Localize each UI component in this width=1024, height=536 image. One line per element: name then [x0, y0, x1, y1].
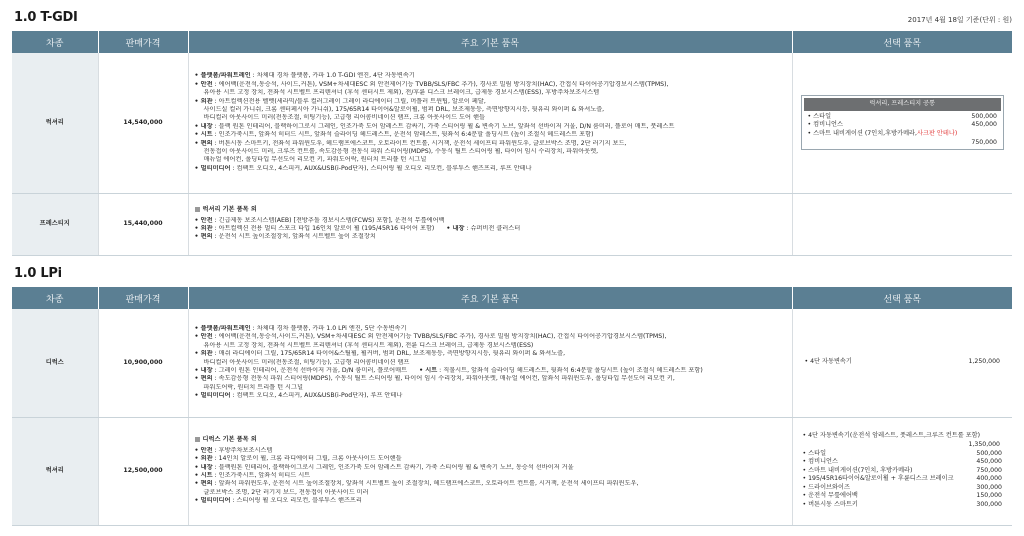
common-option-box: [801, 95, 1005, 150]
option-cell: [792, 309, 1012, 417]
item-line: • 안전 : 에어백(운전석,동승석, 사이드,커튼), VSM+차세대ESC 외 안전제어기능 TVBB/SLS/FBC 추가), 경사로 밀림 방지장치(HAC), 간접식 타이어공기압경보시스템(TPMS),: [194, 80, 669, 88]
option-row: • 컴비니언스 450,000: [802, 458, 1002, 466]
option-row: • 195/45R16타이어&알로이휠 + 후륜디스크 브레이크 400,000: [802, 475, 1002, 483]
model-name: 디럭스: [12, 309, 98, 417]
item-line: • 내장 : 블랙원톤 인테리어, 블랙하이그로시 그레인, 인조가죽 도어 암레스트 감싸기, 가죽 스티어링 휠 & 변속기 노브, 동승석 선바이저 거울: [194, 463, 574, 471]
col-header-price: 판매가격: [98, 31, 188, 53]
option-row: • 4단 자동변속기 1,250,000: [804, 358, 1000, 366]
model-name: 프레스티지: [12, 193, 98, 255]
option-row: • 운전석 무릎에어백 150,000: [802, 492, 1002, 500]
option-row: • 드라이브와이즈 300,000: [802, 483, 1002, 491]
item-line: 바디컬러 아웃사이드 미러(전동조절, 히팅기능), 고급형 리어콤비네이션 램프, 크롬 아웃사이드 도어 핸들: [203, 114, 485, 122]
price-value: 10,900,000: [98, 309, 188, 417]
item-line: • 편의 : 앞좌석 파워윈도우, 운전석 시트 높이조절장치, 앞좌석 시트벨트 높이 조절장치, 헤드램프에스코트, 오토라이트 컨트롤, 시거잭, 운전석 세이프티 파워윈도우,: [194, 480, 639, 488]
col-header-items: 주요 기본 품목: [188, 31, 792, 53]
item-line: • 내장 : 블랙 원톤 인테리어, 블랙하이그로시 그레인, 인조가죽 도어 암레스트 감싸기, 가죽 스티어링 휠 & 변속기 노브, 앞좌석 선바이저 거울, D/N 룸미러, 플로어 매트, 풋레스트: [194, 122, 675, 130]
item-line: • 외관 : 아트컬렉션전용 벨벳(세라믹/블루 컬러그레이 그레이 라디에이터 그릴, 머플러 트윈팁, 알로이 페달,: [194, 97, 486, 105]
option-row: • 스타일 500,000: [807, 112, 997, 120]
item-line: • 안전 : 긴급제동 보조시스템(AEB) [전방추돌 경보시스템(FCWS) 포함], 운전석 무릎에어백: [194, 216, 445, 224]
item-line: • 시트 : 인조가죽시트, 앞좌석 히티드 시트: [194, 472, 311, 479]
table-header: [12, 31, 1012, 53]
item-head: 럭셔리 기본 품목 외: [195, 206, 786, 214]
item-line: 글로브박스 조명, 2단 러기지 보드, 전동접이 아웃사이드 미러: [203, 488, 369, 496]
price-table-tgdi: [12, 31, 1012, 256]
option-row: • 스타일 500,000: [802, 449, 1002, 457]
item-line: • 멀티미디어 : 컴팩트 오디오, 4스피커, AUX&USB(i-Pod단자), 루프 안테나: [194, 392, 403, 400]
model-name: 럭셔리: [12, 53, 98, 193]
item-line: • 편의 : 운전석 시트 높이조절장치, 앞좌석 시트벨트 높이 조절장치: [194, 233, 376, 241]
table-row: [12, 417, 1012, 525]
item-line: • 플랫폼/파워트레인 : 차체대 경차 플랫폼, 카파 1.0 LPi 엔진, 5단 수동변속기: [194, 324, 407, 332]
item-line: • 편의 : 버튼시동 스마트키, 전좌석 파워윈도우, 헤드램프에스코트, 오토라이트 컨트롤, 시거잭, 운전석 세이프티 파워윈도우, 글로브박스 조명, 2단 러기지 보드,: [194, 139, 627, 147]
item-line: • 편의 : 속도감응형 전동식 파워 스티어링(MDPS), 수동식 틸트 스티어링 휠, 타이어 임시 수리장치, 파워아웃렛, 매뉴얼 에어컨, 앞좌석 파워윈도우, 폴딩타입 무선도어 리모컨 키,: [194, 375, 675, 383]
option-row: • 스마트 내비게이션 (7인치,후방카메라,사크판 안테나): [807, 129, 958, 137]
item-line: 사이드실 컬러 가니쉬, 크롬 센터페시아 가니쉬), 175/65R14 타이어&알로이휠, 범퍼 DRL, 보조제동등, 측면방향지시등, 뒷유리 와이퍼 & 와셔노즐,: [203, 105, 605, 113]
table-row: [12, 53, 1012, 193]
option-cell: [792, 193, 1012, 255]
col-header-options: 선택 품목: [792, 31, 1012, 53]
option-cell: [792, 53, 1012, 193]
item-line: 파워도어락, 원터치 트리플 턴 시그널: [203, 383, 303, 391]
item-list: [188, 53, 792, 193]
item-line: 유아용 시트 고정 장치, 전좌석 시트벨트 프리텐셔너 (후석 센터시트 제외), 전/후륜 디스크 브레이크, 급제동 경보시스템(ESS), 후방주차보조시스템: [203, 89, 600, 97]
col-header-model: 차종: [12, 287, 98, 309]
item-head: 디럭스 기본 품목 외: [195, 436, 786, 444]
item-line: • 안전 : 에어백(운전석,동승석,사이드,커튼), VSM+차세대ESC 외 안전제어기능 TVBB/SLS/FBC 추가), 경사로 밀림 방지장치(HAC), 간접식 타이어공기압경보시스템(TPMS),: [194, 333, 667, 341]
price-value: 15,440,000: [98, 193, 188, 255]
option-price: 750,000: [971, 138, 997, 146]
item-line: • 멀티미디어 : 스티어링 휠 오디오 리모컨, 블루투스 핸즈프리: [194, 497, 362, 505]
item-line: 매뉴얼 에어컨, 폴딩타입 무선도어 리모컨 키, 파워도어락, 원터치 트리플 턴 시그널: [203, 156, 427, 164]
item-line: 바디컬러 아웃사이드 미러(전동조절, 히팅기능), 고급형 리어콤비네이션 램프: [203, 358, 410, 366]
col-header-price: 판매가격: [98, 287, 188, 309]
col-header-model: 차종: [12, 31, 98, 53]
option-row: • 스마트 내비게이션(7인치, 후방카메라) 750,000: [802, 466, 1002, 474]
col-header-items: 주요 기본 품목: [188, 287, 792, 309]
item-line: 전동접이 아웃사이드 미러, 크루즈 컨트롤, 속도감응형 전동식 파워 스티어링(MDPS), 수동식 틸트 스티어링 휠, 타이어 임시 수리장치, 파워아웃렛,: [203, 147, 599, 155]
table-row: [12, 193, 1012, 255]
item-line: • 안전 : 후방주차보조시스템: [194, 446, 273, 454]
item-line: • 시트 : 인조가죽시트, 앞좌석 히터드 시트, 앞좌석 슬라이딩 헤드레스트, 운전석 암레스트, 뒷좌석 6:4분할 폴딩시트 (높이 조절식 헤드레스트 포함): [194, 131, 594, 139]
price-value: 12,500,000: [98, 417, 188, 525]
item-line: • 외관 : 14인치 알로이 휠, 크롬 라디에이터 그릴, 크롬 아웃사이드 도어핸들: [194, 455, 402, 463]
option-price: 1,350,000: [968, 440, 1000, 448]
option-row: • 버튼시동 스마트키 300,000: [802, 501, 1002, 509]
col-header-options: 선택 품목: [792, 287, 1012, 309]
item-list: [188, 309, 792, 417]
item-list: [188, 417, 792, 525]
model-name: 럭셔리: [12, 417, 98, 525]
item-line: • 내장 : 그레이 원톤 인테리어, 운전석 선바이저 거울, D/N 룸미러, 플로어매트 • 시트 : 직물시트, 앞좌석 슬라이딩 헤드레스트, 뒷좌석 6:4분할 폴딩시트 (높이 조절식 헤드레스트 포함): [194, 366, 703, 374]
item-line: • 외관 : 매쉬 라디에이터 그릴, 175/65R14 타이어&스틸휠, 휠커버, 범퍼 DRL, 보조제동등, 측면방향지시등, 뒷유리 와이퍼 & 와셔노즐,: [194, 350, 566, 358]
option-box-header: 럭셔리, 프레스티지 공통: [804, 98, 1002, 110]
price-table-lpi: [12, 287, 1012, 526]
date-note: 2017년 4월 18일 기준(단위 : 원): [907, 16, 1012, 24]
section-title-tgdi: 1.0 T-GDI: [14, 10, 78, 25]
section-title-lpi: 1.0 LPi: [14, 266, 62, 281]
item-line: 유아용 시트 고정 장치, 전좌석 시트벨트 프리텐셔너 (후석 센터시트 제외), 전륜 디스크 브레이크, 급제동 경보시스템(ESS): [203, 341, 534, 349]
option-row: • 컴비니언스 450,000: [807, 121, 997, 129]
price-value: 14,540,000: [98, 53, 188, 193]
item-line: • 멀티미디어 : 컴팩트 오디오, 4스피커, AUX&USB(i-Pod단자), 스티어링 휠 오디오 리모컨, 블루투스 핸즈프리, 루프 안테나: [194, 164, 532, 172]
option-cell: [792, 417, 1012, 525]
item-line: • 플랫폼/파워트레인 : 차체대 경차 플랫폼, 카파 1.0 T-GDI 엔진, 4단 자동변속기: [194, 72, 415, 80]
item-list: [188, 193, 792, 255]
option-row: • 4단 자동변속기(운전석 암레스트, 풋레스트,크루즈 컨트롤 포함): [802, 432, 981, 440]
table-row: [12, 309, 1012, 417]
item-line: • 외관 : 아트컬렉션 전용 멀티 스포크 타입 16인치 알로이 휠 (195/45R16 타이어 포함) • 내장 : 슈퍼비전 클러스터: [194, 225, 521, 232]
table-header: [12, 287, 1012, 309]
